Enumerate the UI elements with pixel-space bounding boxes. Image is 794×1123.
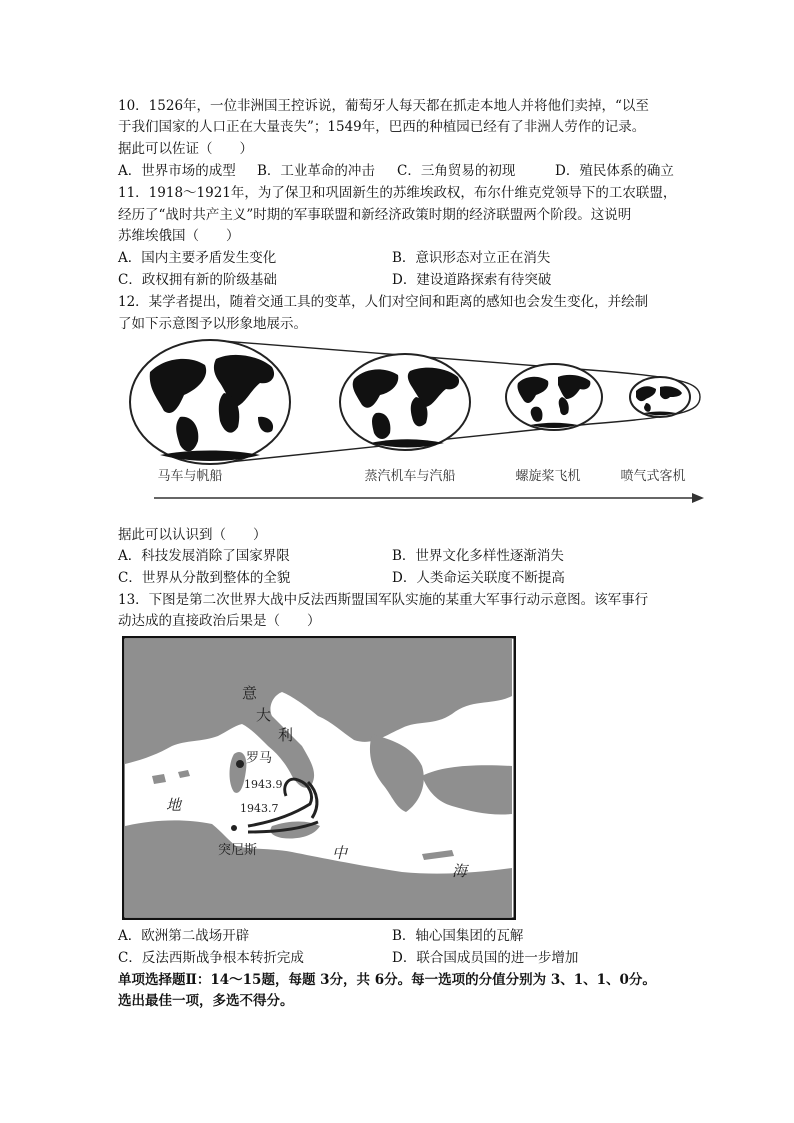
shrinking-world-figure <box>120 337 706 513</box>
map-label-li: 利 <box>278 726 294 744</box>
globe-icon-smallest <box>630 377 690 417</box>
q13-option-c[interactable]: C．反法西斯战争根本转折完成 <box>118 950 304 966</box>
q13-stem-line-2: 动达成的直接政治后果是（ ） <box>118 613 321 629</box>
shrinking-world-diagram <box>120 337 706 509</box>
q13-option-a[interactable]: A．欧洲第二战场开辟 <box>118 928 250 944</box>
q11-stem-line-2: 经历了“战时共产主义”时期的军事联盟和新经济政策时期的经济联盟两个阶段。这说明 <box>118 207 632 223</box>
q10-option-a[interactable]: A．世界市场的成型 <box>118 163 236 179</box>
q11-stem-line-1: 11．1918～1921年，为了保卫和巩固新生的苏维埃政权，布尔什维克党领导下的工农联盟， <box>118 185 677 201</box>
q13-stem-line-1: 13．下图是第二次世界大战中反法西斯盟国军队实施的某重大军事行动示意图。该军事行 <box>118 592 649 608</box>
map-label-hai: 海 <box>452 862 468 880</box>
q10-option-c[interactable]: C．三角贸易的初现 <box>397 163 516 179</box>
tunis-marker-icon <box>231 825 237 831</box>
q10-stem-line-2: 于我们国家的人口正在大量丧失”；1549年，巴西的种植园已经有了非洲人劳作的记录。 <box>118 119 646 135</box>
q13-option-b[interactable]: B．轴心国集团的瓦解 <box>392 928 524 944</box>
q12-stem-line-2: 了如下示意图予以形象地展示。 <box>118 316 307 332</box>
section-heading-line-1: 单项选择题Ⅱ：14～15题，每题 3分，共 6分。每一选项的分值分别为 3、1、1、0分。 <box>118 972 656 988</box>
q13-option-d[interactable]: D．联合国成员国的进一步增加 <box>392 950 579 966</box>
q11-option-c[interactable]: C．政权拥有新的阶级基础 <box>118 272 277 288</box>
q11-stem-line-3: 苏维埃俄国（ ） <box>118 228 240 244</box>
map-label-zhong: 中 <box>332 844 348 862</box>
globe-icon-large <box>130 340 290 464</box>
map-label-date-1943-9: 1943.9 <box>244 778 283 791</box>
q12-stem-line-1: 12．某学者提出，随着交通工具的变革，人们对空间和距离的感知也会发生变化，并绘制 <box>118 294 649 310</box>
q11-option-b[interactable]: B．意识形态对立正在消失 <box>392 250 551 266</box>
q10-stem-line-3: 据此可以佐证（ ） <box>118 141 253 157</box>
figure-label-propeller-plane: 螺旋桨飞机 <box>515 469 581 484</box>
section-heading-line-2: 选出最佳一项，多选不得分。 <box>118 993 294 1009</box>
q10-stem-line-1: 10．1526年，一位非洲国王控诉说，葡萄牙人每天都在抓走本地人并将他们卖掉，“以至 <box>118 98 649 114</box>
sicily-campaign-map <box>122 636 516 924</box>
figure-label-jet-airliner: 喷气式客机 <box>620 469 686 484</box>
q12-option-d[interactable]: D．人类命运关联度不断提高 <box>392 570 565 586</box>
q11-option-a[interactable]: A．国内主要矛盾发生变化 <box>118 250 277 266</box>
map-label-date-1943-7: 1943.7 <box>240 802 279 815</box>
q11-option-d[interactable]: D．建设道路探索有待突破 <box>392 272 552 288</box>
q12-option-a[interactable]: A．科技发展消除了国家界限 <box>118 548 290 564</box>
map-label-da: 大 <box>256 706 272 724</box>
figure-label-carriage-sailboat: 马车与帆船 <box>157 469 223 484</box>
arrow-right-icon <box>692 493 704 503</box>
rome-marker-icon <box>236 760 244 768</box>
q12-option-c[interactable]: C．世界从分散到整体的全貌 <box>118 570 291 586</box>
map-label-yi: 意 <box>242 684 258 702</box>
q10-option-b[interactable]: B．工业革命的冲击 <box>257 163 375 179</box>
q12-option-b[interactable]: B．世界文化多样性逐渐消失 <box>392 548 564 564</box>
map-label-di: 地 <box>166 796 182 814</box>
q10-option-d[interactable]: D．殖民体系的确立 <box>555 163 674 179</box>
globe-icon-small <box>506 364 602 430</box>
map-label-rome: 罗马 <box>246 751 273 766</box>
q12-after-stem: 据此可以认识到（ ） <box>118 527 267 543</box>
globe-icon-medium <box>340 354 470 450</box>
map-label-tunis: 突尼斯 <box>218 843 258 858</box>
figure-label-steam-locomotive-steamship: 蒸汽机车与汽船 <box>364 469 456 484</box>
